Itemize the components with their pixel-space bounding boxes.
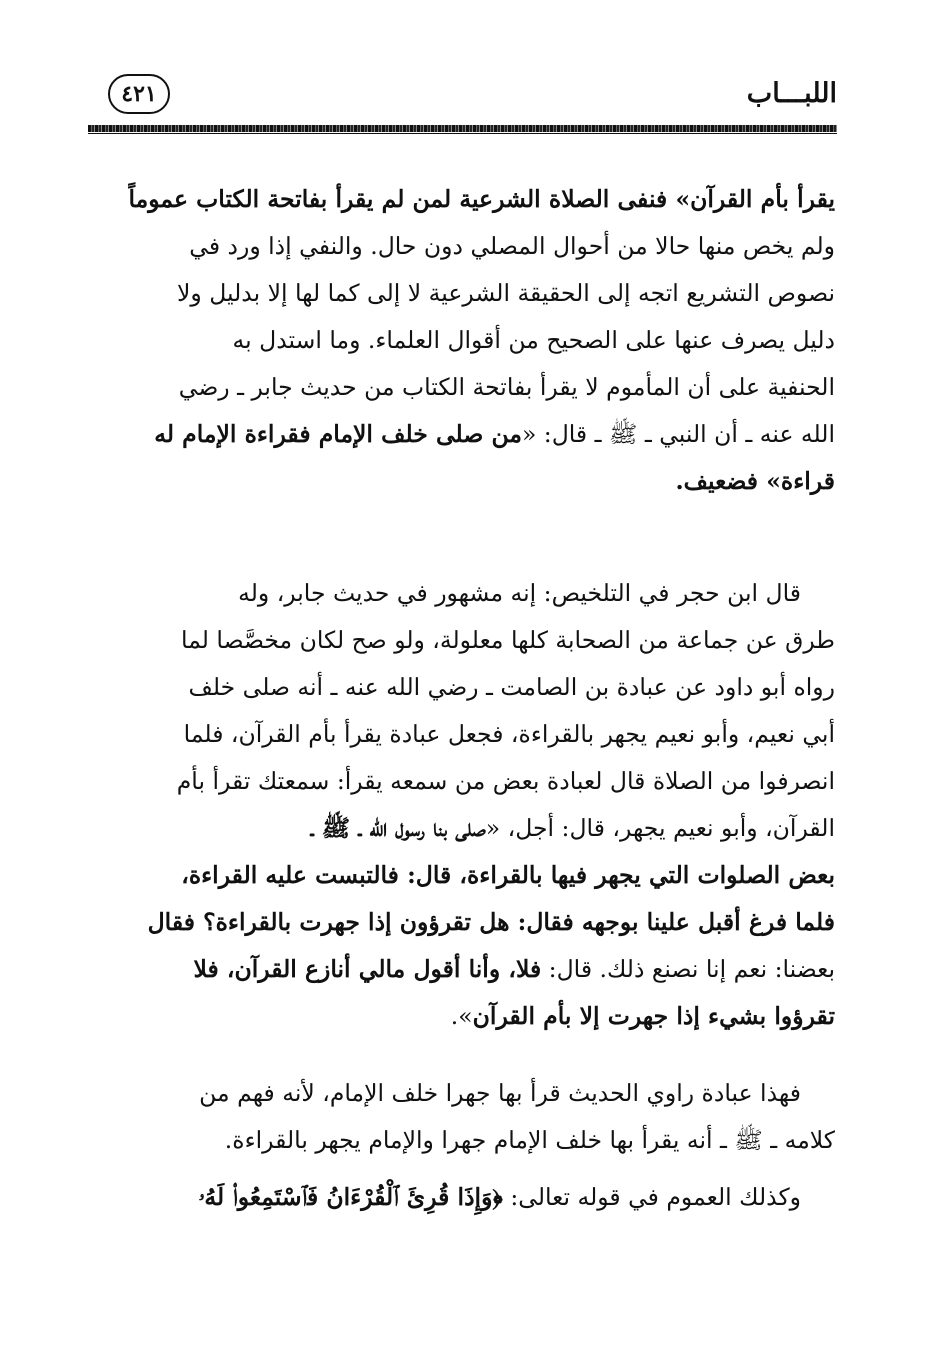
page-number: ٤٢١ xyxy=(121,81,157,107)
text-run: ». xyxy=(450,1002,473,1030)
page-number-badge xyxy=(108,74,170,114)
text-line xyxy=(88,411,835,458)
text-line xyxy=(88,176,835,223)
text-line: انصرفوا من الصلاة قال لعبادة بعض من سمعه يقرأ: سمعتك تقرأ بأم xyxy=(176,767,835,795)
running-title: اللبـــاب xyxy=(746,78,837,109)
paragraph-4 xyxy=(88,1174,835,1221)
text-line xyxy=(88,458,835,505)
body-text xyxy=(88,176,835,1221)
text-line: فهذا عبادة راوي الحديث قرأ بها جهرا خلف الإمام، لأنه فهم من xyxy=(199,1079,801,1107)
paragraph-3 xyxy=(88,1070,835,1164)
hadith-quote: من صلى خلف الإمام فقراءة الإمام له xyxy=(154,420,522,448)
text-line: فلما فرغ أقبل علينا بوجهه فقال: هل تقرؤون إذا جهرت بالقراءة؟ فقال xyxy=(147,908,835,936)
text-run: » فضعيف. xyxy=(675,467,781,495)
text-run: القرآن، وأبو نعيم يجهر، قال: أجل، « xyxy=(485,814,835,842)
text-run: بعضنا: نعم إنا نصنع ذلك. قال: xyxy=(541,955,835,983)
text-line: قال ابن حجر في التلخيص: إنه مشهور في حديث جابر، وله xyxy=(238,579,801,607)
hadith-quote: فلا، وأنا أقول مالي أنازع القرآن، فلا xyxy=(193,955,542,983)
paragraph-2 xyxy=(88,570,835,1040)
paragraph-1 xyxy=(88,176,835,552)
text-line: كلامه ـ ﷺ ـ أنه يقرأ بها خلف الإمام جهرا والإمام يجهر بالقراءة. xyxy=(224,1126,835,1154)
text-line: نصوص التشريع اتجه إلى الحقيقة الشرعية لا إلى كما لها إلا بدليل ولا xyxy=(176,279,835,307)
text-line: بعض الصلوات التي يجهر فيها بالقراءة، قال: فالتبست عليه القراءة، xyxy=(181,861,835,889)
hadith-quote: صلى بنا رسول الله ـ ﷺ ـ xyxy=(310,814,486,842)
text-run: وكذلك العموم في قوله تعالى: xyxy=(502,1183,801,1211)
text-line xyxy=(88,946,835,993)
text-line: رواه أبو داود عن عبادة بن الصامت ـ رضي الله عنه ـ أنه صلى خلف xyxy=(188,673,835,701)
text-line: طرق عن جماعة من الصحابة كلها معلولة، ولو صح لكان مخصَّصا لما xyxy=(181,626,835,654)
hadith-quote: تقرؤوا بشيء إذا جهرت إلا بأم القرآن xyxy=(472,1002,835,1030)
text-line-content: يقرأ بأم القرآن» فنفى الصلاة الشرعية لمن لم يقرأ بفاتحة الكتاب عموماً xyxy=(128,185,835,213)
text-run: الله عنه ـ أن النبي ـ ﷺ ـ قال: « xyxy=(521,420,835,448)
text-line xyxy=(88,805,835,852)
text-line: أبي نعيم، وأبو نعيم يجهر بالقراءة، فجعل عبادة يقرأ بأم القرآن، فلما xyxy=(183,720,835,748)
text-line: دليل يصرف عنها على الصحيح من أقوال العلماء. وما استدل به xyxy=(232,326,835,354)
header-divider xyxy=(88,125,837,132)
quran-verse: ﴿وَإِذَا قُرِئَ ٱلْقُرْءَانُ فَٱسْتَمِعُوا۟ لَهُۥ xyxy=(198,1183,503,1211)
hadith-quote: قراءة xyxy=(780,467,835,495)
text-line: ولم يخص منها حالا من أحوال المصلي دون حال. والنفي إذا ورد في xyxy=(189,232,835,260)
text-line xyxy=(88,1174,835,1221)
text-line xyxy=(88,993,835,1040)
text-line: الحنفية على أن المأموم لا يقرأ بفاتحة الكتاب من حديث جابر ـ رضي xyxy=(178,373,835,401)
page-header xyxy=(92,72,837,122)
